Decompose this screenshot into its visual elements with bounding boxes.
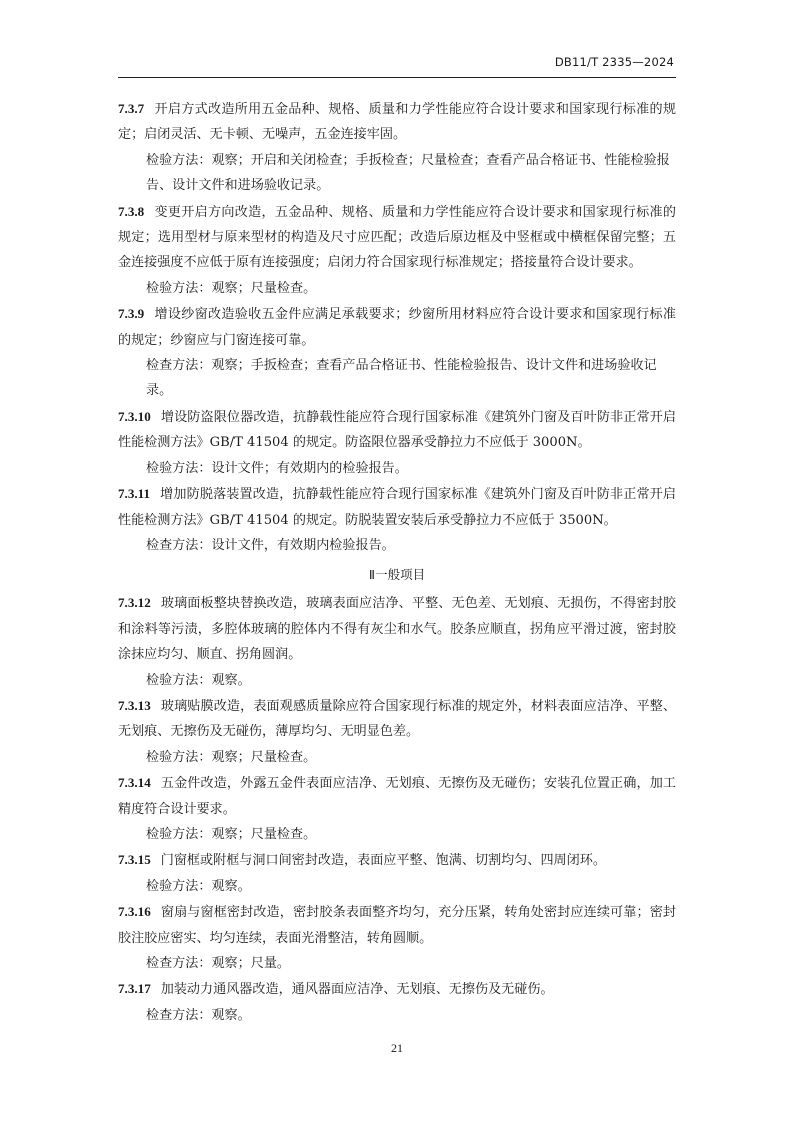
clause-number: 7.3.13: [118, 697, 151, 713]
clause-text: 开启方式改造所用五金品种、规格、质量和力学性能应符合设计要求和国家现行标准的规定；启闭灵活、无卡顿、无噪声，五金连接牢固。: [118, 102, 676, 143]
inspection-method: 检验方法：观察。: [146, 878, 251, 894]
clause-7-3-7: [118, 96, 676, 148]
clause-text: 增设纱窗改造验收五金件应满足承载要求；纱窗所用材料应符合设计要求和国家现行标准的规定；纱窗应与门窗连接可靠。: [118, 307, 676, 348]
clause-7-3-17: [118, 976, 676, 1002]
page-number: 21: [391, 1041, 403, 1055]
page-body: [118, 96, 676, 1028]
section-title: Ⅱ一般项目: [368, 567, 426, 583]
clause-number: 7.3.8: [118, 203, 145, 219]
general-items-section: [118, 590, 676, 1028]
inspection-method: 检查方法：观察；手扳检查；查看产品合格证书、性能检验报告、设计文件和进场验收记录。: [146, 358, 657, 399]
clause-7-3-11: [118, 481, 676, 533]
inspection-method: 检验方法：观察；开启和关闭检查；手扳检查；尺量检查；查看产品合格证书、性能检验报告、设计文件和进场验收记录。: [146, 152, 670, 194]
clause-number: 7.3.11: [118, 486, 151, 502]
inspection-method: 检查方法：观察。: [146, 1007, 251, 1023]
inspection-method: 检验方法：观察。: [146, 672, 251, 688]
main-items-section: [118, 96, 676, 558]
clause-number: 7.3.14: [118, 775, 151, 791]
clause-number: 7.3.15: [118, 852, 151, 868]
document-code: DB11/T 2335—2024: [554, 55, 674, 69]
clause-text: 窗扇与窗框密封改造，密封胶条表面整齐均匀，充分压紧，转角处密封应连续可靠；密封胶注胶应密实、均匀连续，表面光滑整洁，转角圆顺。: [118, 905, 676, 946]
clause-7-3-15: [118, 847, 676, 873]
clause-text: 门窗框或附框与洞口间密封改造，表面应平整、饱满、切割均匀、四周闭环。: [160, 853, 606, 869]
clause-text: 增加防脱落装置改造，抗静载性能应符合现行国家标准《建筑外门窗及百叶防非正常开启性能检测方法》GB/T 41504 的规定。防脱装置安装后承受静拉力不应低于 3500N。: [118, 487, 676, 528]
inspection-method: 检验方法：观察；尺量检查。: [146, 749, 317, 765]
clause-7-3-8: [118, 199, 676, 276]
clause-7-3-10: [118, 404, 676, 456]
clause-7-3-16: [118, 899, 676, 951]
clause-number: 7.3.12: [118, 595, 151, 611]
clause-text: 玻璃贴膜改造，表面观感质量除应符合国家现行标准的规定外，材料表面应洁净、平整、无划痕、无擦伤及无碰伤，薄厚均匀、无明显色差。: [118, 698, 676, 740]
clause-number: 7.3.17: [118, 981, 151, 997]
clause-number: 7.3.9: [118, 306, 145, 322]
clause-7-3-12: [118, 590, 676, 667]
clause-number: 7.3.16: [118, 904, 151, 920]
inspection-method: 检查方法：观察；尺量。: [146, 956, 291, 971]
header-divider: [118, 77, 676, 78]
inspection-method: 检验方法：观察；尺量检查。: [146, 280, 317, 296]
clause-7-3-14: [118, 770, 676, 822]
inspection-method: 检验方法：设计文件；有效期内的检验报告。: [146, 460, 408, 476]
clause-text: 加装动力通风器改造，通风器面应洁净、无划痕、无擦伤及无碰伤。: [160, 982, 554, 998]
clause-text: 五金件改造，外露五金件表面应洁净、无划痕、无擦伤及无碰伤；安装孔位置正确，加工精度符合设计要求。: [118, 776, 676, 817]
clause-number: 7.3.10: [118, 408, 151, 424]
clause-number: 7.3.7: [118, 101, 145, 116]
clause-text: 玻璃面板整块替换改造，玻璃表面应洁净、平整、无色差、无划痕、无损伤，不得密封胶和涂料等污渍，多腔体玻璃的腔体内不得有灰尘和水气。胶条应顺直，拐角应平滑过渡，密封胶涂抹应均匀、顺直、拐角圆润。: [118, 596, 676, 663]
inspection-method: 检验方法：观察；尺量检查。: [146, 826, 317, 842]
inspection-method: 检查方法：设计文件，有效期内检验报告。: [146, 537, 395, 553]
clause-7-3-13: [118, 693, 676, 745]
clause-text: 变更开启方向改造，五金品种、规格、质量和力学性能应符合设计要求和国家现行标准的规定；选用型材与原来型材的构造及尺寸应匹配；改造后原边框及中竖框或中横框保留完整；五金连接强度不应低于原有连接强度；启闭力符合国家现行标准规定；搭接量符合设计要求。: [118, 204, 676, 271]
clause-7-3-9: [118, 301, 676, 353]
clause-text: 增设防盗限位器改造，抗静载性能应符合现行国家标准《建筑外门窗及百叶防非正常开启性能检测方法》GB/T 41504 的规定。防盗限位器承受静拉力不应低于 3000N。: [118, 409, 676, 451]
